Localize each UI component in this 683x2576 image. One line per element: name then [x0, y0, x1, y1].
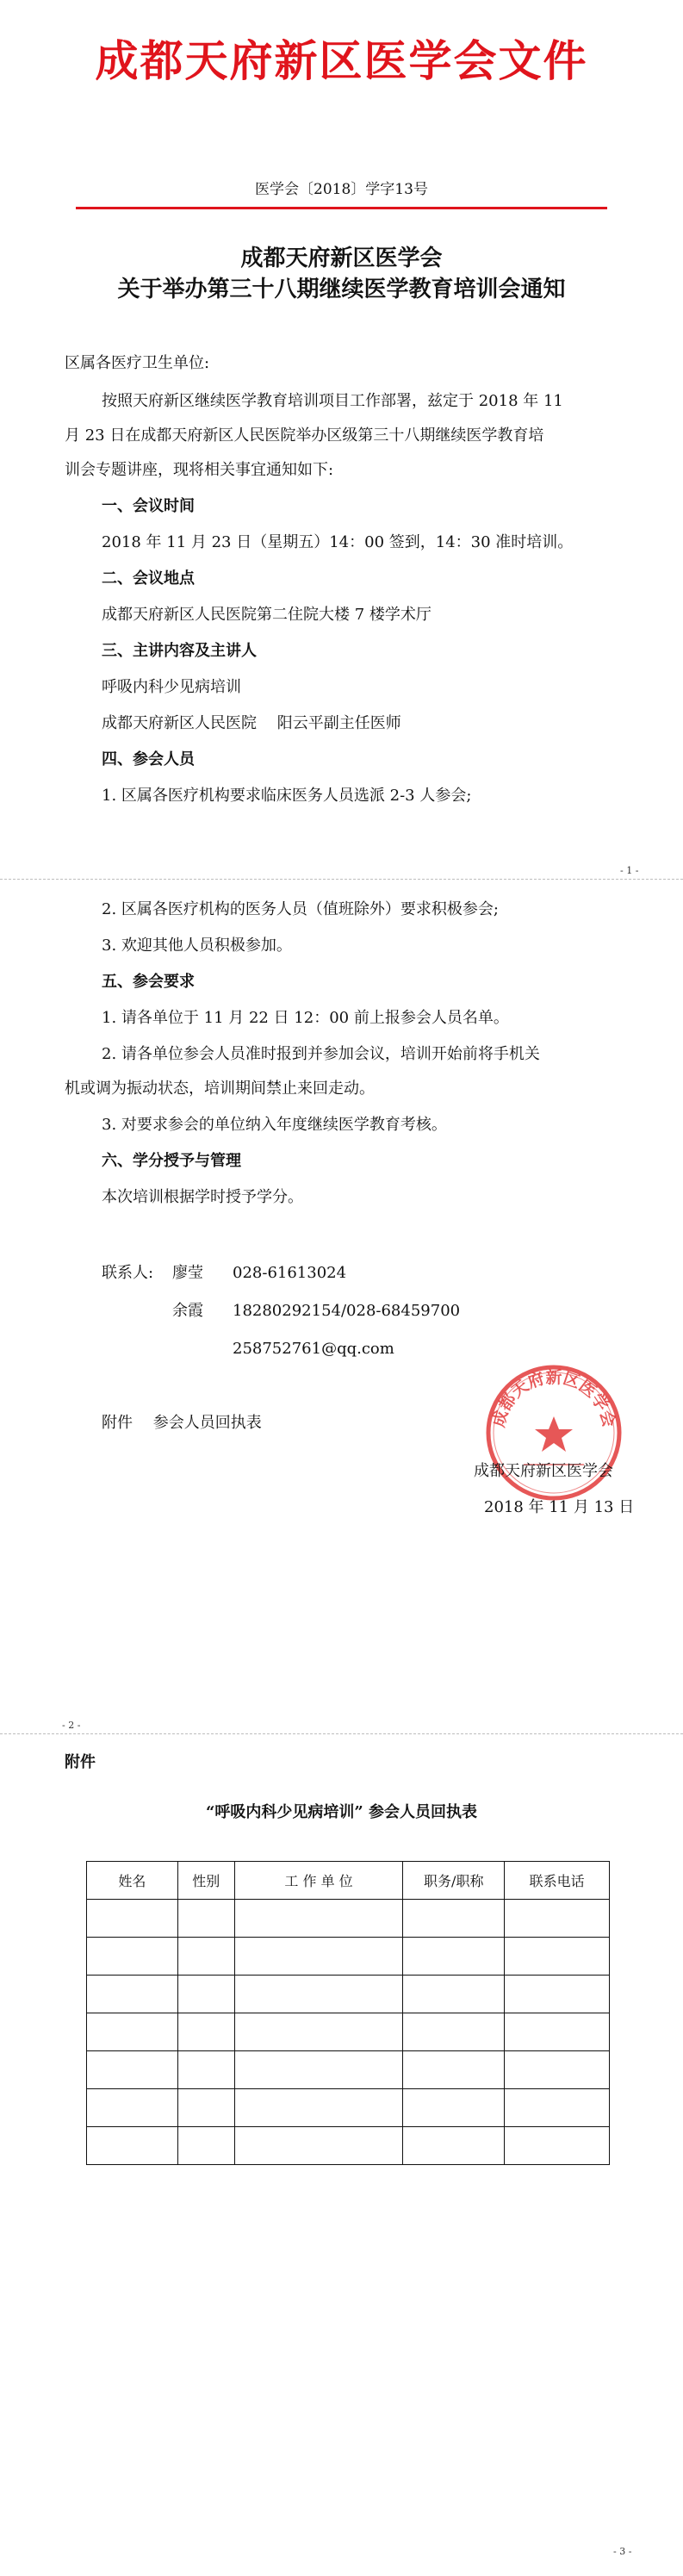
table-row [87, 2127, 610, 2165]
table-cell [234, 1976, 403, 2013]
document-header-title: 成都天府新区医学会文件 [95, 35, 588, 86]
table-cell [234, 2127, 403, 2165]
table-cell [87, 2051, 178, 2089]
col-workplace-header: 工 作 单 位 [234, 1862, 403, 1900]
section-5-item-2-line-1: 2. 请各单位参会人员准时报到并参加会议，培训开始前将手机关 [102, 1045, 540, 1063]
section-1-text: 2018 年 11 月 23 日（星期五）14：00 签到，14：30 准时培训。 [102, 533, 574, 551]
section-4-item-2: 2. 区属各医疗机构的医务人员（值班除外）要求积极参会; [102, 900, 499, 918]
table-cell [234, 2089, 403, 2127]
table-cell [234, 2013, 403, 2051]
form-title: “呼吸内科少见病培训” 参会人员回执表 [206, 1803, 477, 1821]
section-2-text: 成都天府新区人民医院第二住院大楼 7 楼学术厅 [102, 606, 432, 624]
table-cell [403, 1900, 505, 1938]
seal-star-icon [535, 1416, 573, 1452]
section-3-speaker: 成都天府新区人民医院 阳云平副主任医师 [102, 714, 401, 732]
section-5-item-3: 3. 对要求参会的单位纳入年度继续医学教育考核。 [102, 1116, 447, 1134]
table-cell [177, 1938, 234, 1976]
table-cell [234, 1900, 403, 1938]
table-row [87, 2089, 610, 2127]
table-row [87, 1938, 610, 1976]
page-number-2: - 2 - [62, 1720, 81, 1731]
table-cell [87, 1976, 178, 2013]
table-row [87, 2051, 610, 2089]
section-3-heading: 三、主讲内容及主讲人 [102, 642, 257, 660]
table-cell [177, 1976, 234, 2013]
table-cell [234, 2051, 403, 2089]
table-cell [403, 2127, 505, 2165]
table-cell [505, 1976, 610, 2013]
section-6-text: 本次培训根据学时授予学分。 [102, 1188, 303, 1206]
table-cell [87, 2089, 178, 2127]
table-cell [177, 1900, 234, 1938]
document-number: 医学会〔2018〕学字13号 [255, 181, 428, 198]
section-2-heading: 二、会议地点 [102, 569, 195, 588]
table-cell [87, 1900, 178, 1938]
table-cell [505, 1900, 610, 1938]
section-4-item-3: 3. 欢迎其他人员积极参加。 [102, 936, 292, 955]
contact-label: 联系人: [102, 1264, 154, 1282]
page-number-1: - 1 - [620, 865, 639, 876]
contact-person-1-name: 廖莹 [172, 1264, 203, 1282]
table-cell [505, 2013, 610, 2051]
notice-title-line1: 成都天府新区医学会 [240, 246, 443, 271]
table-cell [505, 1938, 610, 1976]
section-5-item-2-line-2: 机或调为振动状态，培训期间禁止来回走动。 [65, 1080, 375, 1098]
section-6-heading: 六、学分授予与管理 [102, 1152, 241, 1170]
attachment-note: 附件 参会人员回执表 [102, 1414, 262, 1432]
section-4-heading: 四、参会人员 [102, 750, 195, 768]
seal-text: 成都天府新区医学会 [489, 1367, 618, 1429]
table-cell [505, 2127, 610, 2165]
contact-email: 258752761@qq.com [233, 1340, 394, 1358]
intro-line-1: 按照天府新区继续医学教育培训项目工作部署，兹定于 2018 年 11 [102, 392, 563, 410]
intro-line-2: 月 23 日在成都天府新区人民医院举办区级第三十八期继续医学教育培 [65, 426, 544, 445]
signature-date: 2018 年 11 月 13 日 [484, 1498, 635, 1516]
col-title-header: 职务/职称 [403, 1862, 505, 1900]
table-cell [403, 1976, 505, 2013]
page-break-2 [0, 1733, 683, 1734]
section-3-topic: 呼吸内科少见病培训 [102, 678, 241, 696]
section-5-heading: 五、参会要求 [102, 973, 195, 991]
page-break-1 [0, 879, 683, 880]
col-phone-header: 联系电话 [505, 1862, 610, 1900]
notice-title-line2: 关于举办第三十八期继续医学教育培训会通知 [117, 277, 566, 302]
signature-org: 成都天府新区医学会 [474, 1462, 613, 1480]
table-cell [403, 2089, 505, 2127]
table-cell [234, 1938, 403, 1976]
section-5-item-1: 1. 请各单位于 11 月 22 日 12：00 前上报参会人员名单。 [102, 1009, 509, 1027]
section-1-heading: 一、会议时间 [102, 497, 195, 515]
attachment-label: 附件 [65, 1753, 96, 1771]
intro-line-3: 训会专题讲座，现将相关事宜通知如下: [65, 461, 334, 479]
contact-person-2-phone: 18280292154/028-68459700 [233, 1302, 461, 1320]
table-cell [177, 2127, 234, 2165]
receipt-table [86, 1861, 610, 2165]
table-cell [177, 2089, 234, 2127]
table-cell [505, 2089, 610, 2127]
addressee: 区属各医疗卫生单位: [65, 354, 210, 372]
header-red-rule [76, 207, 607, 209]
table-row [87, 1900, 610, 1938]
table-cell [87, 2013, 178, 2051]
table-cell [87, 1938, 178, 1976]
table-cell [403, 1938, 505, 1976]
table-cell [87, 2127, 178, 2165]
table-cell [177, 2013, 234, 2051]
contact-person-2-name: 余霞 [172, 1302, 203, 1320]
table-cell [505, 2051, 610, 2089]
table-cell [177, 2051, 234, 2089]
table-cell [403, 2013, 505, 2051]
page-number-3: - 3 - [613, 2546, 632, 2557]
col-gender-header: 性别 [177, 1862, 234, 1900]
table-cell [403, 2051, 505, 2089]
col-name-header: 姓名 [87, 1862, 178, 1900]
section-4-item-1: 1. 区属各医疗机构要求临床医务人员选派 2-3 人参会; [102, 787, 472, 805]
contact-person-1-phone: 028-61613024 [233, 1264, 347, 1282]
table-row [87, 2013, 610, 2051]
table-row [87, 1976, 610, 2013]
table-header-row [87, 1862, 610, 1900]
